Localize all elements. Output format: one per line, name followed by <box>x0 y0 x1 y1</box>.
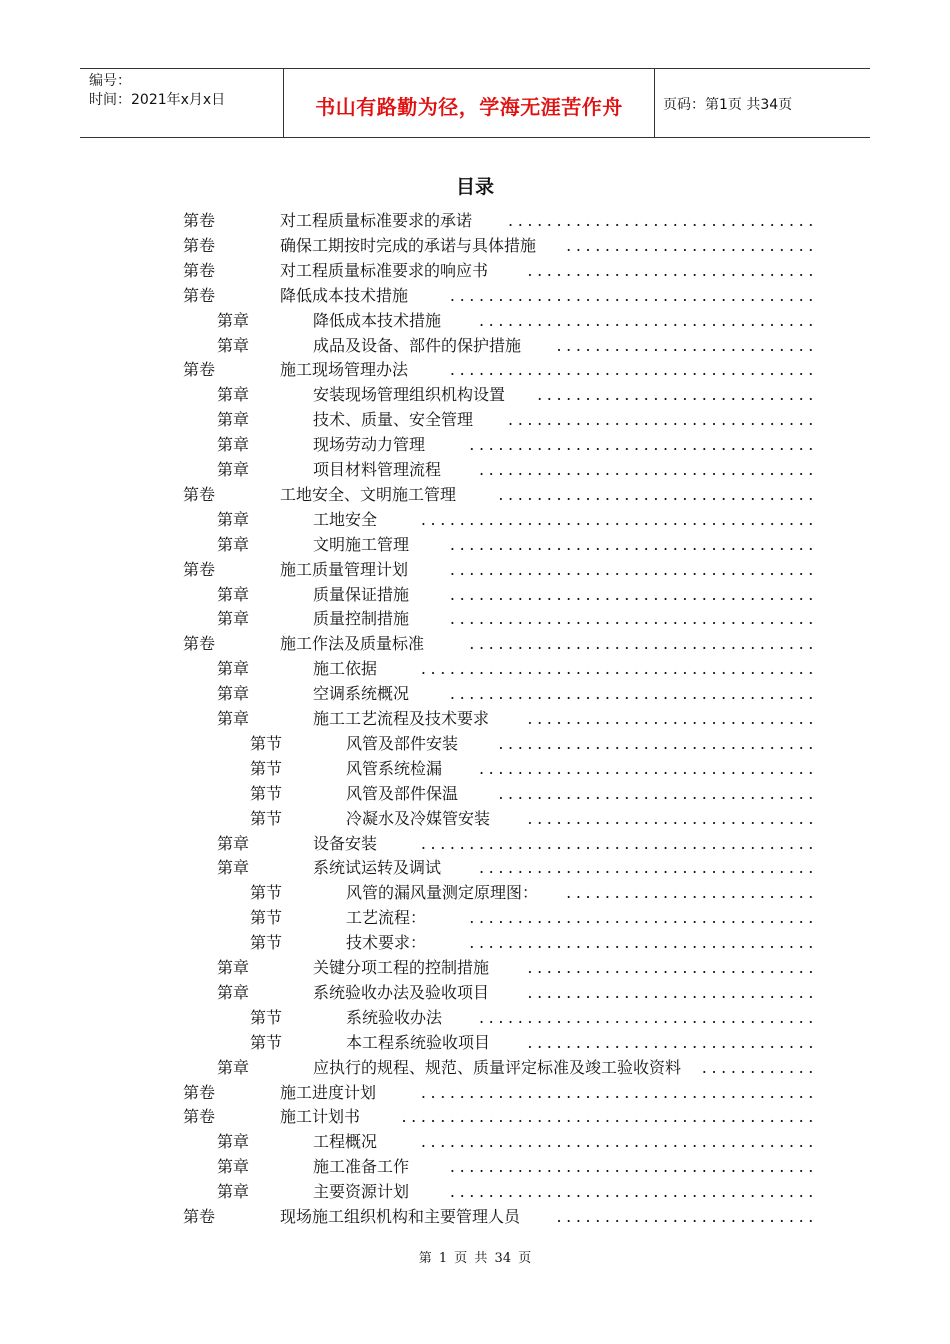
toc-entry-title: 工程概况 <box>313 1132 378 1152</box>
toc-leader-dots: ............ <box>701 1057 818 1077</box>
toc-entry-title: 施工工艺流程及技术要求 <box>313 709 490 728</box>
toc-entry-number: 第节 <box>250 808 283 828</box>
page-info: 页码：第1页 共34页 <box>663 97 793 113</box>
toc-entry-number: 第节 <box>250 933 283 953</box>
toc-entry[interactable] <box>217 656 818 681</box>
toc-entry[interactable] <box>217 831 818 856</box>
toc-leader-dots: .................................... <box>469 908 818 928</box>
toc-entry-title: 空调系统概况 <box>313 684 410 704</box>
header-page-cell <box>654 69 870 137</box>
toc-leader-dots: ...................................... <box>449 684 818 704</box>
toc-entry-title: 安装现场管理组织机构设置 <box>313 385 506 405</box>
toc-entry-number: 第卷 <box>183 360 216 380</box>
toc-leader-dots: ........................................... <box>401 1107 818 1127</box>
toc-entry[interactable] <box>183 258 818 283</box>
toc-entry[interactable] <box>217 432 818 457</box>
toc-entry[interactable] <box>217 1055 818 1080</box>
toc-entry-number: 第节 <box>250 758 283 778</box>
toc-entry[interactable] <box>217 681 818 706</box>
toc-entry-number: 第卷 <box>183 285 216 305</box>
toc-entry[interactable] <box>217 606 818 631</box>
toc-entry-number: 第章 <box>217 1132 250 1152</box>
toc-entry[interactable] <box>250 1005 818 1030</box>
toc-leader-dots: ........................... <box>556 1207 818 1226</box>
toc-entry-title: 施工进度计划 <box>280 1082 377 1102</box>
toc-entry-number: 第章 <box>217 858 250 878</box>
toc-leader-dots: ................................. <box>498 484 818 504</box>
toc-leader-dots: ...................................... <box>449 1157 818 1177</box>
toc-entry-title: 系统试运转及调试 <box>313 858 442 878</box>
toc-entry-number: 第卷 <box>183 1207 216 1226</box>
toc-entry-title: 质量保证措施 <box>313 584 410 604</box>
toc-entry-title: 应执行的规程、规范、质量评定标准及竣工验收资料 <box>313 1057 682 1077</box>
toc-entry-number: 第章 <box>217 1057 250 1077</box>
toc-leader-dots: ......................................... <box>420 659 818 679</box>
toc-leader-dots: .............................. <box>527 260 818 280</box>
toc-leader-dots: ...................................... <box>449 559 818 579</box>
toc-entry[interactable] <box>250 880 818 905</box>
toc-entry[interactable] <box>217 382 818 407</box>
toc-entry-title: 对工程质量标准要求的承诺 <box>280 211 473 230</box>
toc-entry-number: 第节 <box>250 908 283 928</box>
date-label: 时间：2021年x月x日 <box>89 92 226 108</box>
toc-entry-number: 第卷 <box>183 484 216 504</box>
toc-entry-title: 施工依据 <box>313 659 378 679</box>
toc-entry-number: 第卷 <box>183 235 216 255</box>
toc-entry-title: 施工作法及质量标准 <box>280 634 425 654</box>
toc-entry[interactable] <box>217 1179 818 1204</box>
toc-leader-dots: ......................................... <box>420 509 818 529</box>
toc-entry[interactable] <box>217 582 818 607</box>
toc-leader-dots: ......................................... <box>420 1132 818 1152</box>
toc-entry-title: 系统验收办法及验收项目 <box>313 982 490 1002</box>
toc-entry-title: 质量控制措施 <box>313 609 410 629</box>
toc-entry[interactable] <box>217 507 818 532</box>
code-label: 编号： <box>89 73 131 89</box>
toc-leader-dots: ................................... <box>478 460 818 479</box>
toc-leader-dots: ................................... <box>478 858 818 878</box>
toc-leader-dots: .................................... <box>469 933 818 953</box>
toc-entry[interactable] <box>250 756 818 781</box>
header-meta-cell <box>80 69 283 137</box>
toc-entry-number: 第章 <box>217 609 250 629</box>
toc-entry[interactable] <box>217 532 818 557</box>
toc-entry-number: 第卷 <box>183 634 216 654</box>
toc-leader-dots: .................................... <box>469 435 818 455</box>
toc-leader-dots: .............................. <box>527 808 818 828</box>
toc-entry-number: 第章 <box>217 310 250 330</box>
toc-leader-dots: .......................... <box>566 883 818 903</box>
toc-entry-title: 关键分项工程的控制措施 <box>313 958 490 977</box>
toc-entry[interactable] <box>183 283 818 308</box>
toc-entry[interactable] <box>183 357 818 382</box>
toc-entry[interactable] <box>183 631 818 656</box>
toc-leader-dots: ...................................... <box>449 584 818 604</box>
toc-entry-title: 项目材料管理流程 <box>313 460 442 479</box>
toc-entry-number: 第节 <box>250 1007 283 1027</box>
toc-entry[interactable] <box>183 1104 818 1129</box>
toc-entry-number: 第章 <box>217 709 250 728</box>
toc-entry[interactable] <box>183 208 818 233</box>
toc-entry-title: 设备安装 <box>313 833 378 853</box>
toc-entry-title: 工地安全 <box>313 509 378 529</box>
toc-entry-title: 风管的漏风量测定原理图： <box>346 883 539 903</box>
toc-leader-dots: ................................. <box>498 733 818 753</box>
toc-entry-title: 施工计划书 <box>280 1107 361 1127</box>
toc-entry-number: 第章 <box>217 335 250 355</box>
toc-entry-title: 技术要求： <box>346 933 427 953</box>
toc-entry-title: 工地安全、文明施工管理 <box>280 484 457 504</box>
toc-entry-title: 技术、质量、安全管理 <box>313 410 474 430</box>
toc-leader-dots: ...................................... <box>449 534 818 554</box>
toc-entry-number: 第章 <box>217 385 250 405</box>
toc-entry-number: 第节 <box>250 783 283 803</box>
toc-entry[interactable] <box>183 233 818 258</box>
toc-entry-number: 第章 <box>217 958 250 977</box>
toc-entry-number: 第章 <box>217 833 250 853</box>
toc-leader-dots: .......................... <box>566 235 818 255</box>
toc-entry-title: 工艺流程： <box>346 908 427 928</box>
toc-entry-number: 第卷 <box>183 211 216 230</box>
toc-entry-number: 第卷 <box>183 1107 216 1127</box>
toc-entry-title: 风管系统检漏 <box>346 758 443 778</box>
toc-entry-number: 第章 <box>217 435 250 455</box>
toc-leader-dots: ......................................... <box>420 1082 818 1102</box>
toc-entry-title: 对工程质量标准要求的响应书 <box>280 260 489 280</box>
toc-leader-dots: ................................ <box>508 211 818 230</box>
toc-entry-number: 第章 <box>217 410 250 430</box>
toc-title: 目录 <box>455 176 494 198</box>
toc-entry[interactable] <box>183 1080 818 1105</box>
toc-entry-title: 施工准备工作 <box>313 1157 410 1177</box>
toc-entry-number: 第卷 <box>183 1082 216 1102</box>
toc-entry-number: 第章 <box>217 1182 250 1202</box>
toc-leader-dots: ................................. <box>498 783 818 803</box>
toc-entry-title: 降低成本技术措施 <box>280 285 409 305</box>
toc-entry-title: 施工现场管理办法 <box>280 360 409 380</box>
toc-entry-title: 风管及部件保温 <box>346 783 459 803</box>
toc-entry-title: 降低成本技术措施 <box>313 310 442 330</box>
toc-leader-dots: ...................................... <box>449 1182 818 1202</box>
toc-leader-dots: ...................................... <box>449 609 818 629</box>
toc-entry[interactable] <box>217 955 818 980</box>
toc-entry-number: 第卷 <box>183 260 216 280</box>
toc-leader-dots: ................................... <box>478 1007 818 1027</box>
toc-leader-dots: .............................. <box>527 982 818 1002</box>
toc-entry-title: 冷凝水及冷媒管安装 <box>346 808 491 828</box>
toc-entry[interactable] <box>217 407 818 432</box>
page-header <box>80 68 870 138</box>
toc-leader-dots: ........................... <box>556 335 818 355</box>
toc-entry[interactable] <box>183 1204 818 1229</box>
toc-entry-number: 第章 <box>217 982 250 1002</box>
toc-leader-dots: ............................. <box>537 385 818 405</box>
toc-leader-dots: ...................................... <box>449 285 818 305</box>
toc-entry-number: 第章 <box>217 684 250 704</box>
toc-entry-title: 系统验收办法 <box>346 1007 443 1027</box>
toc-entry-number: 第节 <box>250 1032 283 1052</box>
toc-entry[interactable] <box>250 905 818 930</box>
toc-entry-number: 第节 <box>250 883 283 903</box>
toc-entry-title: 施工质量管理计划 <box>280 559 409 579</box>
toc-entry[interactable] <box>217 457 818 482</box>
toc-entry-number: 第章 <box>217 534 250 554</box>
toc-entry[interactable] <box>250 781 818 806</box>
toc-entry[interactable] <box>250 806 818 831</box>
toc-entry[interactable] <box>217 980 818 1005</box>
toc-entry-number: 第章 <box>217 1157 250 1177</box>
toc-entry-number: 第章 <box>217 509 250 529</box>
toc-entry-title: 成品及设备、部件的保护措施 <box>313 335 522 355</box>
toc-leader-dots: ...................................... <box>449 360 818 380</box>
toc-entry-number: 第章 <box>217 659 250 679</box>
toc-leader-dots: .............................. <box>527 958 818 977</box>
toc-leader-dots: ................................ <box>508 410 818 430</box>
page-footer: 第 1 页 共 34 页 <box>418 1251 532 1266</box>
toc-entry-title: 文明施工管理 <box>313 534 410 554</box>
toc-leader-dots: ......................................... <box>420 833 818 853</box>
toc-leader-dots: .............................. <box>527 1032 818 1052</box>
toc-entry[interactable] <box>217 1129 818 1154</box>
toc-entry[interactable] <box>250 930 818 955</box>
toc-entry-title: 主要资源计划 <box>313 1182 410 1202</box>
slogan: 书山有路勤为径，学海无涯苦作舟 <box>315 95 623 119</box>
toc-leader-dots: .............................. <box>527 709 818 728</box>
toc-leader-dots: ................................... <box>478 310 818 330</box>
toc-entry-title: 现场劳动力管理 <box>313 435 426 455</box>
toc-entry[interactable] <box>217 308 818 333</box>
toc-entry-title: 现场施工组织机构和主要管理人员 <box>280 1207 521 1226</box>
toc-entry-title: 风管及部件安装 <box>346 733 459 753</box>
header-slogan-cell <box>283 69 655 137</box>
toc-entry-number: 第节 <box>250 733 283 753</box>
toc-entry[interactable] <box>217 1154 818 1179</box>
toc-entry-number: 第卷 <box>183 559 216 579</box>
toc-entry[interactable] <box>183 557 818 582</box>
toc-entry[interactable] <box>183 482 818 507</box>
toc-entry-number: 第章 <box>217 460 250 479</box>
toc-entry[interactable] <box>250 731 818 756</box>
toc-entry[interactable] <box>217 855 818 880</box>
toc-entry-number: 第章 <box>217 584 250 604</box>
toc-entry-title: 本工程系统验收项目 <box>346 1032 491 1052</box>
toc-leader-dots: ................................... <box>478 758 818 778</box>
toc-entry[interactable] <box>217 333 818 358</box>
toc-entry[interactable] <box>217 706 818 731</box>
toc-entry-title: 确保工期按时完成的承诺与具体措施 <box>280 235 537 255</box>
toc-leader-dots: .................................... <box>469 634 818 654</box>
toc-entry[interactable] <box>250 1030 818 1055</box>
